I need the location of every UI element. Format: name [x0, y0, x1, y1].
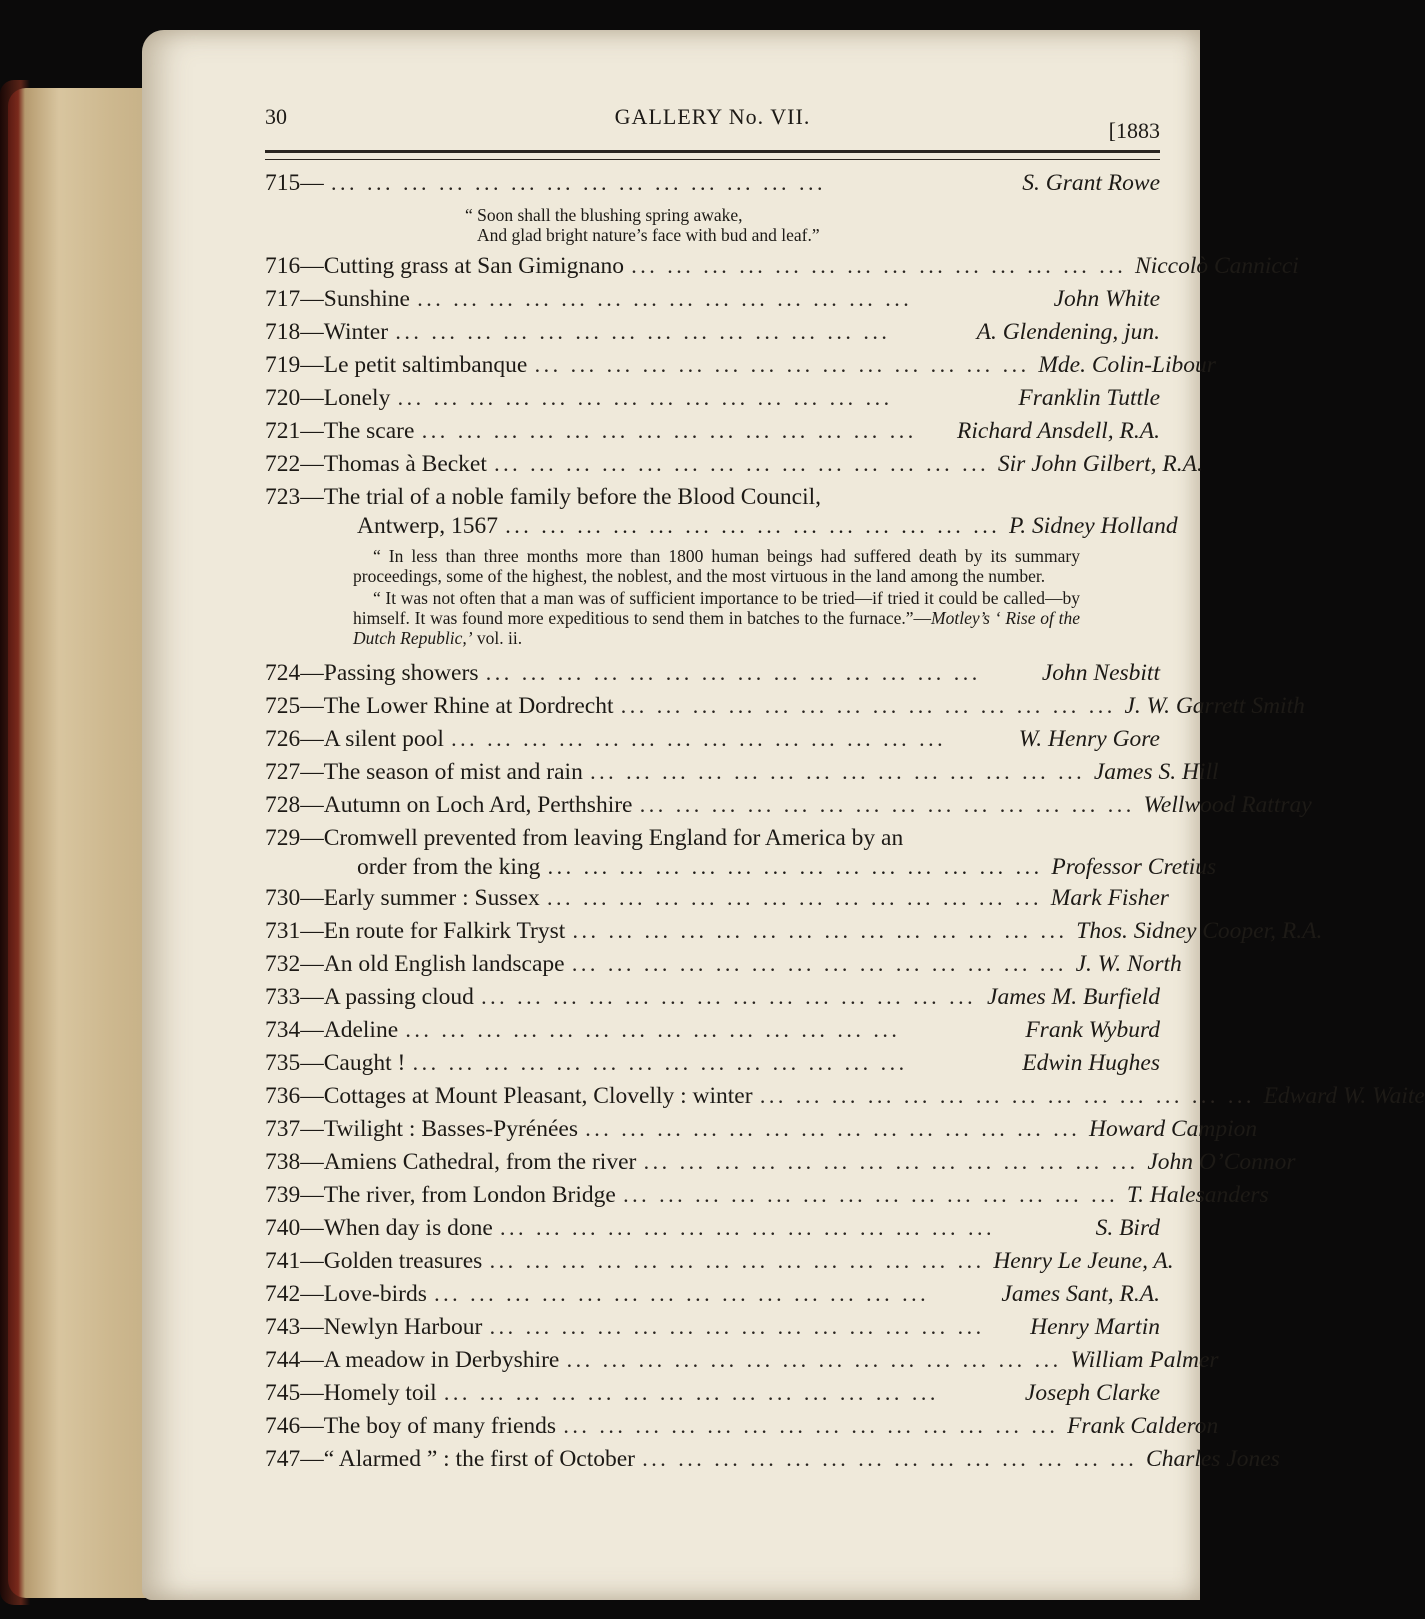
catalogue-entry	[265, 1180, 1269, 1213]
year-marker: [1883	[1108, 118, 1160, 143]
entry-artist: Richard Ansdell, R.A.	[957, 418, 1160, 444]
quote-paragraph	[353, 588, 1080, 648]
entry-title-continuation	[265, 513, 1178, 542]
catalogue-entry-723	[265, 482, 1178, 648]
dot-leader: ... ... ... ... ... ... ... ... ... ... ... ... ... ...	[486, 667, 982, 684]
catalogue-entry	[265, 317, 1160, 350]
page-content	[265, 104, 1425, 1477]
entry-title: 731—En route for Falkirk Tryst	[265, 918, 566, 944]
dot-leader: ... ... ... ... ... ... ... ... ... ... ... ... ... ...	[547, 892, 1043, 909]
quote-text: “ It was not often that a man was of sufficient importance to be tried—if tried it could be called—by himself. It was found more expeditious to send them in batches to the furnace.”—	[353, 588, 1080, 628]
dot-leader: ... ... ... ... ... ... ... ... ... ... ... ... ... ...	[632, 260, 1128, 277]
entry-title: 733—A passing cloud	[265, 984, 474, 1010]
entry-title: 721—The scare	[265, 418, 415, 444]
entry-artist: J. W. North	[1075, 951, 1182, 977]
running-title: GALLERY No. VII.	[614, 104, 811, 129]
entry-artist: A. Glendening, jun.	[976, 319, 1160, 345]
catalogue-entry	[265, 1378, 1160, 1411]
dot-leader: ... ... ... ... ... ... ... ... ... ... ... ... ... ...	[621, 700, 1117, 717]
catalogue-entry	[265, 284, 1160, 317]
dot-leader: ... ... ... ... ... ... ... ... ... ... ... ... ... ...	[643, 1453, 1139, 1470]
entry-artist: Joseph Clarke	[1024, 1380, 1160, 1406]
entry-title: 734—Adeline	[265, 1017, 399, 1043]
catalogue-entry	[265, 416, 1160, 449]
dot-leader: ... ... ... ... ... ... ... ... ... ... ... ... ... ...	[494, 458, 990, 475]
entry-artist: S. Bird	[1095, 1215, 1160, 1241]
entry-artist: Mark Fisher	[1050, 885, 1169, 911]
catalogue-entry	[265, 1345, 1219, 1378]
entry-title: 746—The boy of many friends	[265, 1413, 557, 1439]
entry-title: 724—Passing showers	[265, 660, 479, 686]
entry-title: 735—Caught !	[265, 1050, 406, 1076]
catalogue-entry	[265, 1411, 1219, 1444]
dot-leader: ... ... ... ... ... ... ... ... ... ... ... ... ... ...	[535, 359, 1031, 376]
quote-paragraph: “ In less than three months more than 1800 human beings had suffered death by its summary proceedings, some of the highest, the noblest, and the most virtuous in the land among the number.	[353, 546, 1080, 586]
entry-title: 722—Thomas à Becket	[265, 451, 487, 477]
entry-artist: S. Grant Rowe	[1022, 170, 1160, 196]
catalogue-entry	[265, 251, 1299, 284]
entry-title: 736—Cottages at Mount Pleasant, Clovelly : winter	[265, 1083, 753, 1109]
entry-artist: Mde. Colin-Libour	[1038, 352, 1216, 378]
entries-group-b	[265, 658, 1312, 823]
dot-leader: ... ... ... ... ... ... ... ... ... ... ... ... ... ...	[644, 1156, 1140, 1173]
entry-title: 720—Lonely	[265, 385, 391, 411]
dot-leader: ... ... ... ... ... ... ... ... ... ... ... ... ... ...	[451, 733, 947, 750]
catalogue-entry	[265, 691, 1305, 724]
page-number: 30	[265, 104, 287, 129]
catalogue-entry	[265, 1081, 1425, 1114]
entry-title: 732—An old English landscape	[265, 951, 565, 977]
entry-artist: J. W. Garrett Smith	[1124, 693, 1305, 719]
catalogue-entry-729	[265, 823, 1217, 883]
entry-artist: P. Sidney Holland	[1008, 513, 1178, 539]
entry-title: 715—	[265, 170, 324, 196]
entry-title: 743—Newlyn Harbour	[265, 1314, 483, 1340]
entry-artist: W. Henry Gore	[1018, 726, 1160, 752]
dot-leader: ... ... ... ... ... ... ... ... ... ... ... ... ... ...	[564, 1420, 1060, 1437]
entry-title: 742—Love-birds	[265, 1281, 427, 1307]
catalogue-entry	[265, 916, 1323, 949]
dot-leader: ... ... ... ... ... ... ... ... ... ... ... ... ... ...	[422, 425, 918, 442]
entry-title-continuation	[265, 854, 1217, 883]
entry-artist: Frank Wyburd	[1025, 1017, 1160, 1043]
verse-quote	[265, 205, 1160, 245]
catalogue-entry	[265, 883, 1169, 916]
catalogue-entry	[265, 1246, 1174, 1279]
entry-artist: Sir John Gilbert, R.A.	[997, 451, 1203, 477]
entry-title-line: 723—The trial of a noble family before the Blood Council,	[265, 484, 822, 510]
entry-title: 719—Le petit saltimbanque	[265, 352, 528, 378]
catalogue-entry	[265, 658, 1160, 691]
dot-leader: ... ... ... ... ... ... ... ... ... ... ... ... ... ...	[434, 1288, 930, 1305]
entry-title: 738—Amiens Cathedral, from the river	[265, 1149, 637, 1175]
entry-artist: John Nesbitt	[1041, 660, 1160, 686]
entry-title: order from the king	[357, 854, 541, 880]
dot-leader: ... ... ... ... ... ... ... ... ... ... ... ... ... ...	[505, 520, 1001, 537]
catalogue-entry	[265, 1048, 1160, 1081]
entry-artist: Frank Calderon	[1067, 1413, 1219, 1439]
dot-leader: ... ... ... ... ... ... ... ... ... ... ... ... ... ...	[417, 293, 913, 310]
catalogue-entry-715	[265, 168, 1160, 201]
quote-volume: vol. ii.	[472, 628, 523, 648]
entry-title: 717—Sunshine	[265, 286, 410, 312]
entry-artist: Howard Campion	[1088, 1116, 1258, 1142]
dot-leader: ... ... ... ... ... ... ... ... ... ... ... ... ... ...	[585, 1123, 1081, 1140]
entry-title: 737—Twilight : Basses-Pyrénées	[265, 1116, 578, 1142]
catalogue-entry	[265, 383, 1160, 416]
entry-title: 745—Homely toil	[265, 1380, 437, 1406]
entry-title-line: 729—Cromwell prevented from leaving England for America by an	[265, 825, 904, 851]
entry-title: 718—Winter	[265, 319, 389, 345]
entry-artist: Charles Jones	[1146, 1446, 1280, 1472]
entry-artist: John White	[1053, 286, 1160, 312]
catalogue-entry	[265, 724, 1160, 757]
entry-title: 727—The season of mist and rain	[265, 759, 583, 785]
entry-title: 740—When day is done	[265, 1215, 493, 1241]
catalogue-entry	[265, 982, 1160, 1015]
catalogue-entry	[265, 1444, 1280, 1477]
entry-artist: Edward W. Waite	[1263, 1083, 1425, 1109]
catalogue-entry	[265, 1114, 1258, 1147]
dot-leader: ... ... ... ... ... ... ... ... ... ... ... ... ... ...	[396, 326, 892, 343]
entry-title: 741—Golden treasures	[265, 1248, 483, 1274]
dot-leader: ... ... ... ... ... ... ... ... ... ... ... ... ... ...	[481, 991, 977, 1008]
page-header	[265, 104, 1160, 150]
dot-leader: ... ... ... ... ... ... ... ... ... ... ... ... ... ...	[573, 925, 1069, 942]
dot-leader: ... ... ... ... ... ... ... ... ... ... ... ... ... ...	[406, 1024, 902, 1041]
entries-group-c	[265, 883, 1425, 1477]
dot-leader: ... ... ... ... ... ... ... ... ... ... ... ... ... ...	[590, 766, 1086, 783]
entry-title: 725—The Lower Rhine at Dordrecht	[265, 693, 614, 719]
catalogue-entry	[265, 757, 1219, 790]
entry-artist: Thos. Sidney Cooper, R.A.	[1076, 918, 1323, 944]
entry-title: 730—Early summer : Sussex	[265, 885, 540, 911]
entry-title: 726—A silent pool	[265, 726, 444, 752]
catalogue-entry	[265, 949, 1182, 982]
entry-artist: Niccolò Cannicci	[1135, 253, 1299, 279]
dot-leader: ... ... ... ... ... ... ... ... ... ... ... ... ... ...	[490, 1321, 986, 1338]
dot-leader: ... ... ... ... ... ... ... ... ... ... ... ... ... ...	[623, 1189, 1119, 1206]
entry-artist: James Sant, R.A.	[1001, 1281, 1160, 1307]
dot-leader: ... ... ... ... ... ... ... ... ... ... ... ... ... ...	[640, 799, 1136, 816]
entry-title: 744—A meadow in Derbyshire	[265, 1347, 560, 1373]
verse-line: “ Soon shall the blushing spring awake,	[465, 205, 743, 225]
entry-artist: John O’Connor	[1147, 1149, 1296, 1175]
entry-artist: James M. Burfield	[987, 984, 1160, 1010]
dot-leader: ... ... ... ... ... ... ... ... ... ... ... ... ... ...	[413, 1057, 909, 1074]
quote-source: Motley’s ‘ Rise of the Dutch Republic,’	[353, 608, 1080, 648]
entry-title: 747—“ Alarmed ” : the first of October	[265, 1446, 636, 1472]
entry-title: 716—Cutting grass at San Gimignano	[265, 253, 625, 279]
entry-title: Antwerp, 1567	[357, 513, 498, 539]
header-rule	[265, 150, 1160, 160]
entries-group-a	[265, 251, 1299, 482]
historical-quote	[265, 546, 1160, 648]
entry-artist: Wellwood Rattray	[1143, 792, 1312, 818]
entry-artist: Franklin Tuttle	[1018, 385, 1160, 411]
entry-artist: T. Halesanders	[1126, 1182, 1269, 1208]
verse-line: And glad bright nature’s face with bud and leaf.”	[477, 225, 820, 245]
dot-leader: ... ... ... ... ... ... ... ... ... ... ... ... ... ...	[567, 1354, 1063, 1371]
dot-leader: ... ... ... ... ... ... ... ... ... ... ... ... ... ...	[444, 1387, 940, 1404]
entry-artist: Professor Cretius	[1051, 854, 1217, 880]
dot-leader: ... ... ... ... ... ... ... ... ... ... ... ... ... ...	[398, 392, 894, 409]
catalogue-entry	[265, 350, 1216, 383]
dot-leader: ... ... ... ... ... ... ... ... ... ... ... ... ... ...	[548, 861, 1044, 878]
dot-leader: ... ... ... ... ... ... ... ... ... ... ... ... ... ...	[760, 1090, 1256, 1107]
dot-leader: ... ... ... ... ... ... ... ... ... ... ... ... ... ...	[572, 958, 1068, 975]
catalogue-entry	[265, 1213, 1160, 1246]
dot-leader: ... ... ... ... ... ... ... ... ... ... ... ... ... ...	[331, 177, 827, 194]
entry-artist: James S. Hill	[1093, 759, 1219, 785]
entry-artist: Edwin Hughes	[1022, 1050, 1160, 1076]
entry-artist: Henry Martin	[1030, 1314, 1160, 1340]
catalogue-entry	[265, 449, 1203, 482]
dot-leader: ... ... ... ... ... ... ... ... ... ... ... ... ... ...	[500, 1222, 996, 1239]
catalogue-entry	[265, 1147, 1296, 1180]
entry-title: 728—Autumn on Loch Ard, Perthshire	[265, 792, 633, 818]
dot-leader: ... ... ... ... ... ... ... ... ... ... ... ... ... ...	[490, 1255, 986, 1272]
entry-artist: Henry Le Jeune, A.	[993, 1248, 1174, 1274]
catalogue-entry	[265, 1312, 1160, 1345]
catalogue-entry	[265, 1015, 1160, 1048]
catalogue-entry	[265, 1279, 1160, 1312]
catalogue-entry	[265, 790, 1312, 823]
entry-title: 739—The river, from London Bridge	[265, 1182, 616, 1208]
entry-artist: William Palmer	[1070, 1347, 1219, 1373]
